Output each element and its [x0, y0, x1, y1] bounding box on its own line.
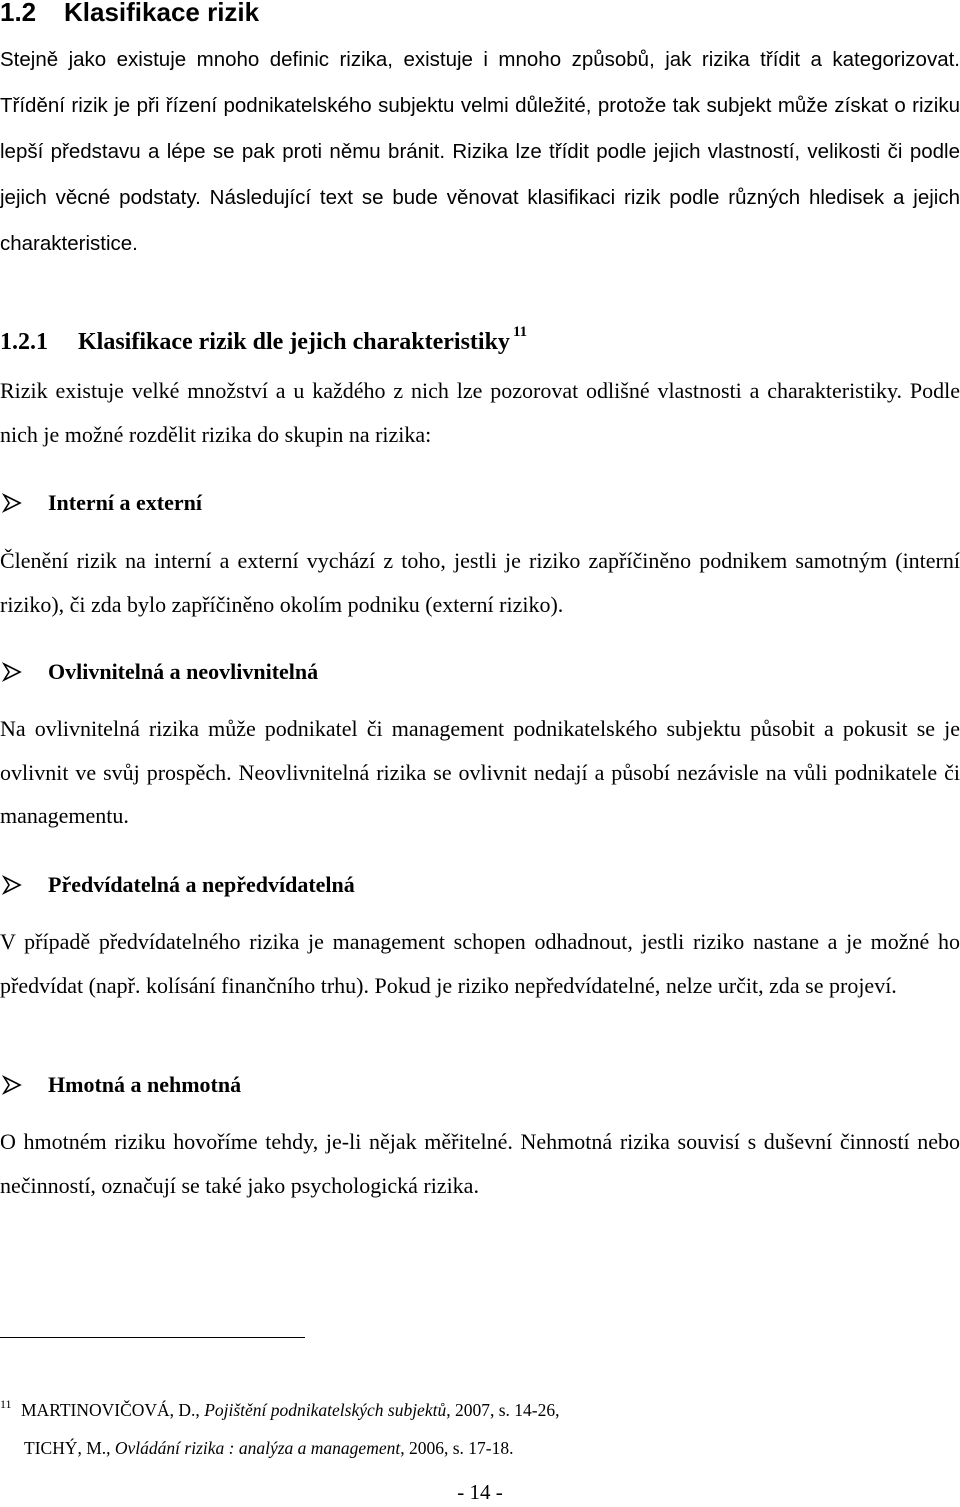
subsection-title: Klasifikace rizik dle jejich charakteristiky: [78, 329, 510, 355]
arrowhead-bullet-icon: [2, 1075, 22, 1095]
page-number: - 14 -: [457, 1480, 503, 1504]
category-heading-predictable: [0, 865, 355, 905]
footnote-details: , 2006, s. 17-18.: [400, 1438, 514, 1458]
category-heading-tangible: [0, 1065, 241, 1105]
category-heading-text: Předvídatelná a nepředvídatelná: [48, 872, 355, 897]
category-heading-text: Hmotná a nehmotná: [48, 1072, 242, 1097]
arrowhead-bullet-icon: [2, 875, 22, 895]
subsection-heading: [0, 306, 527, 368]
footnote-line-1: [0, 1390, 559, 1424]
category-text-influenceable: Na ovlivnitelná rizika může podnikatel či management podnikatelského subjektu působit a pokusit se je ovlivnit ve svůj prospěch. Neovlivnitelná rizika se ovlivnit nedají a působí nezávisle na vůli podnikatele či managementu.: [0, 716, 960, 828]
category-heading-internal-external: [0, 483, 202, 523]
category-heading-influenceable: [0, 652, 318, 692]
footnote-work-title: Ovládání rizika : analýza a management: [114, 1438, 401, 1458]
category-text-internal-external: Členění rizik na interní a externí vychází z toho, jestli je riziko zapříčiněno podnikem samotným (interní riziko), či zda bylo zapříčiněno okolím podniku (externí riziko).: [0, 548, 960, 617]
intro-paragraph: Stejně jako existuje mnoho definic rizika, existuje i mnoho způsobů, jak rizika třídit a kategorizovat. Třídění rizik je při řízení podnikatelského subjektu velmi důležité, protože tak subjekt může získat o riziku lepší představu a lépe se pak proti němu bránit. Rizika lze třídit podle jejich vlastností, velikosti či podle jejich věcné podstaty. Následující text se bude věnovat klasifikaci rizik podle různých hledisek a jejich charakteristice.: [0, 48, 960, 255]
footnote-reference: 11: [512, 324, 528, 340]
subsection-intro-paragraph: Rizik existuje velké množství a u každého z nich lze pozorovat odlišné vlastnosti a charakteristiky. Podle nich je možné rozdělit rizika do skupin na rizika:: [0, 378, 960, 447]
footnote-separator: [0, 1337, 305, 1338]
footnote-author: TICHÝ, M.,: [24, 1438, 115, 1458]
section-title: Klasifikace rizik: [64, 0, 260, 27]
footnote-work-title: Pojištění podnikatelských subjektů: [204, 1400, 447, 1420]
category-text-predictable: V případě předvídatelného rizika je management schopen odhadnout, jestli riziko nastane a je možné ho předvídat (např. kolísání finančního trhu). Pokud je riziko nepředvídatelné, nelze určit, zda se projeví.: [0, 929, 960, 998]
footnote-marker: 11: [0, 1397, 12, 1411]
footnote-details: , 2007, s. 14-26,: [446, 1400, 560, 1420]
section-heading: [0, 0, 259, 34]
arrowhead-bullet-icon: [2, 662, 22, 682]
category-heading-text: Ovlivnitelná a neovlivnitelná: [48, 659, 319, 684]
footnote-author: MARTINOVIČOVÁ, D.,: [21, 1400, 205, 1420]
category-heading-text: Interní a externí: [48, 490, 202, 515]
arrowhead-bullet-icon: [2, 493, 22, 513]
section-number: 1.2: [0, 0, 37, 27]
subsection-number: 1.2.1: [0, 329, 48, 355]
category-text-tangible: O hmotném riziku hovoříme tehdy, je-li nějak měřitelné. Nehmotná rizika souvisí s duševní činností nebo nečinností, označují se také jako psychologická rizika.: [0, 1129, 960, 1198]
footnote-line-2: [0, 1434, 513, 1462]
